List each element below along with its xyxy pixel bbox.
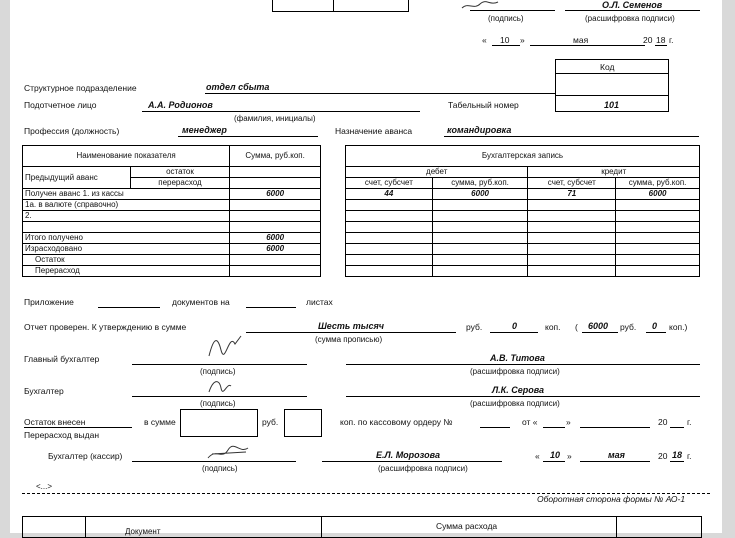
dept-value: отдел сбыта bbox=[206, 82, 270, 92]
reverse-side-caption: Оборотная сторона формы № АО-1 bbox=[537, 494, 686, 504]
person-label: Подотчетное лицо bbox=[24, 100, 97, 110]
table-row: Израсходовано 6000 bbox=[23, 244, 321, 255]
table-row: Остаток bbox=[23, 255, 321, 266]
cashier-signature-icon bbox=[206, 444, 250, 462]
top-box-right bbox=[333, 0, 409, 12]
kop-box bbox=[284, 409, 322, 437]
prev-balance-label: остаток bbox=[130, 167, 230, 178]
advance-summary-table bbox=[22, 145, 321, 277]
table-row: 44 6000 71 6000 bbox=[346, 189, 700, 200]
purpose-label: Назначение аванса bbox=[335, 126, 413, 136]
code-label: Код bbox=[600, 62, 615, 72]
chief-signature-icon bbox=[205, 330, 245, 360]
person-caption: (фамилия, инициалы) bbox=[234, 114, 316, 123]
table-row bbox=[23, 222, 321, 233]
top-date-day: 10 bbox=[500, 35, 510, 45]
credit-header: кредит bbox=[528, 167, 700, 178]
overspend-out-label: Перерасход выдан bbox=[24, 430, 100, 440]
accounting-entry-table: Бухгалтерская запись дебет кредит счет, субсчет сумма, руб.коп. счет, субсчет сумма, руб.коп. 44 6000 71 6000 bbox=[345, 145, 700, 277]
person-value: А.А. Родионов bbox=[148, 100, 213, 110]
advance-report-page: О.Л. Семенов (подпись) (расшифровка подписи) « 10 » мая 20 18 г. Код Структурное подразделение отдел сбыта Подотчетное лицо А.А. Родионов (фамилия, инициалы) Табельный номер 101 Профессия (должность) менеджер Назначение аванса командировка Наименование показателя Сумма, руб.коп. Предыдущий аванс остаток перерасход Получен аванс 1. из кассы 6000 1а. в валюте (справочно) 2. Итого получено 6000 Израсходовано 6000 Остаток Перерасход Бухгалтерская запись дебет кредит счет, субсчет сумма, руб.коп. счет, субсчет сумма, руб.коп. 44 6000 71 6000 Приложение документов на листах Отчет проверен. К утверждению в сумме Шесть тысяч (сумма прописью) руб. 0 коп. ( 6000 руб. 0 коп.) Главный бухгалтер А.В. Титова (подпись) (расшифровка подписи) Бухгалтер Л.К. Серова (подпись) (расшифровка подписи) Остаток внесен Перерасход выдан в сумме руб. коп. по кассовому ордеру № от « » 20 г. Бухгалтер (кассир) Е.Л. Морозова (подпись) (расшифровка подписи) « 10 » мая 20 18 г. <...> Оборотная сторона формы № АО-1 Документ Сумма расхода bbox=[10, 0, 722, 533]
table-row: 2. bbox=[23, 211, 321, 222]
accountant-label: Бухгалтер bbox=[24, 386, 64, 396]
top-sign-caption: (подпись) bbox=[488, 14, 524, 23]
approver-name: О.Л. Семенов bbox=[602, 0, 663, 10]
amount-in-words: Шесть тысяч bbox=[318, 321, 385, 331]
amount-number: 6000 bbox=[588, 321, 609, 331]
table-row: Получен аванс 1. из кассы 6000 bbox=[23, 189, 321, 200]
table-row: Перерасход bbox=[23, 266, 321, 277]
profession-label: Профессия (должность) bbox=[24, 126, 120, 136]
col-header-name: Наименование показателя bbox=[23, 146, 230, 167]
tab-number-label: Табельный номер bbox=[448, 100, 519, 110]
balance-in-label: Остаток внесен bbox=[24, 417, 86, 427]
table-row: Итого получено 6000 bbox=[23, 233, 321, 244]
top-box-left bbox=[272, 0, 334, 12]
debit-header: дебет bbox=[346, 167, 528, 178]
dept-label: Структурное подразделение bbox=[24, 83, 137, 93]
chief-accountant-name: А.В. Титова bbox=[490, 353, 545, 363]
prev-advance-label: Предыдущий аванс bbox=[23, 167, 131, 189]
table-row: 1а. в валюте (справочно) bbox=[23, 200, 321, 211]
accounting-entry-title: Бухгалтерская запись bbox=[346, 146, 700, 167]
bottom-table bbox=[22, 516, 702, 538]
report-checked-label: Отчет проверен. К утверждению в сумме bbox=[24, 322, 187, 332]
col-header-sum: Сумма, руб.коп. bbox=[230, 146, 321, 167]
appendix-label: Приложение bbox=[24, 297, 74, 307]
top-decode-caption: (расшифровка подписи) bbox=[585, 14, 675, 23]
prev-overspend-label: перерасход bbox=[130, 178, 230, 189]
accountant-name: Л.К. Серова bbox=[492, 385, 545, 395]
sum-box bbox=[180, 409, 258, 437]
top-date-month: мая bbox=[573, 35, 589, 45]
cashier-label: Бухгалтер (кассир) bbox=[48, 451, 123, 461]
profession-value: менеджер bbox=[182, 125, 227, 135]
ellipsis-mark: <...> bbox=[36, 482, 53, 491]
top-date-year: 18 bbox=[656, 35, 666, 45]
approver-signature-icon bbox=[460, 0, 500, 10]
tab-number-value: 101 bbox=[604, 100, 620, 110]
cashier-name: Е.Л. Морозова bbox=[376, 450, 440, 460]
accountant-signature-icon bbox=[205, 374, 235, 396]
purpose-value: командировка bbox=[447, 125, 512, 135]
chief-accountant-label: Главный бухгалтер bbox=[24, 354, 100, 364]
